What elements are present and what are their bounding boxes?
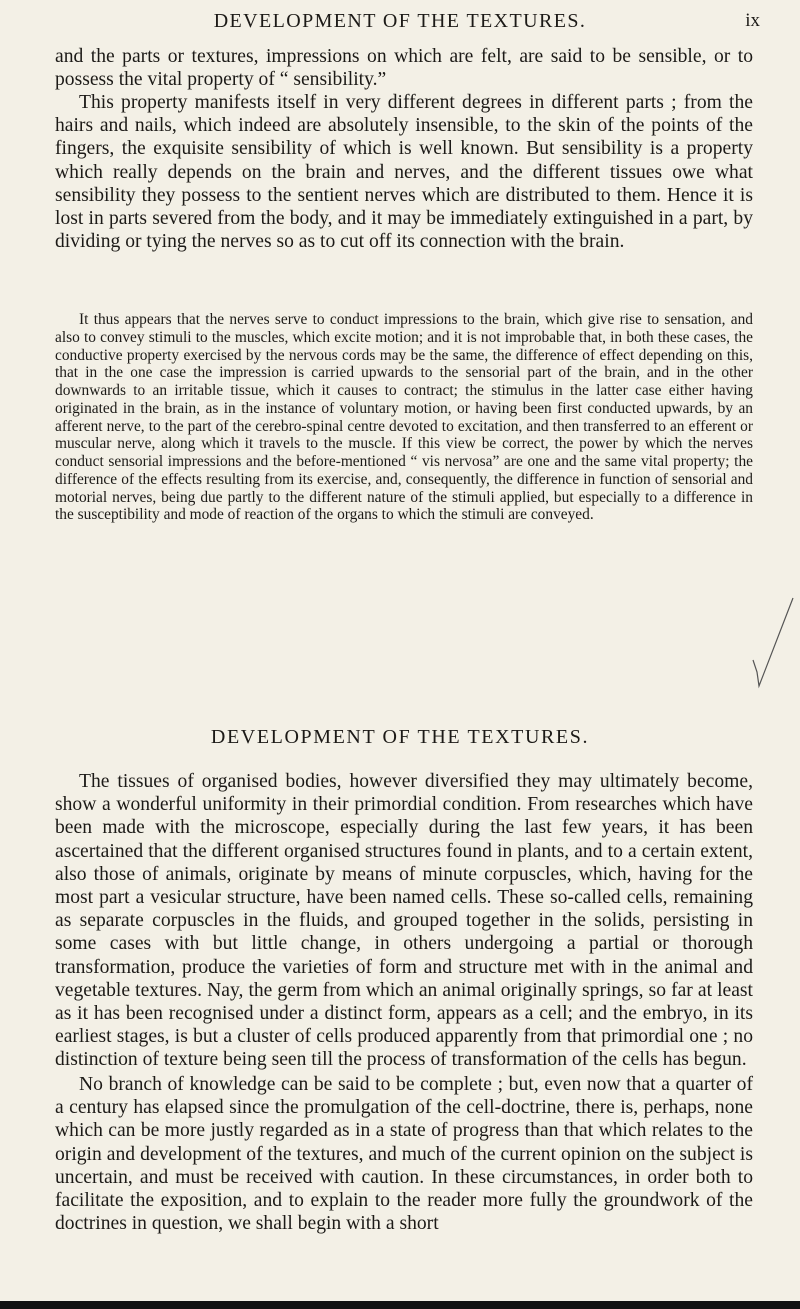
paragraph-5: No branch of knowledge can be said to be complete ; but, even now that a quarter of a century has elapsed since the promulgation of the cell-doctrine, there is, perhaps, none which can be more justly regarded as in a state of progress than that which relates to the origin and development of the textures, and much of the current opinion on the subject is uncertain, and must be received with caution. In these circumstances, in order both to facilitate the exposition, and to explain to the reader more fully the groundwork of the doctrines in question, we shall begin with a short [55,1074,753,1235]
page-number: ix [745,10,760,31]
running-header [0,8,800,38]
paragraph-1: and the parts or textures, impressions on which are felt, are said to be sensible, or to possess the vital property of “ sensibility.” [55,46,753,91]
running-title: DEVELOPMENT OF THE TEXTURES. [213,10,587,32]
pencil-slash-mark [745,594,800,690]
section-heading: DEVELOPMENT OF THE TEXTURES. [210,726,590,748]
bottom-edge-rule [0,1301,800,1309]
paragraph-2: This property manifests itself in very different degrees in different parts ; from the hairs and nails, which indeed are absolutely insensible, to the skin of the points of the fingers, the exquisite sensibility of which is well known. But sensibility is a property which really depends on the brain and nerves, and the different tissues owe what sensibility they possess to the sentient nerves which are distributed to them. Hence it is lost in parts severed from the body, and it may be immediately extinguished in a part, by dividing or tying the nerves so as to cut off its connection with the brain. [55,92,753,253]
paragraph-4: The tissues of organised bodies, however diversified they may ultimately become, show a wonderful uniformity in their primordial condition. From researches which have been made with the microscope, especially during the last few years, it has been ascertained that the different organised structures found in plants, and to a certain extent, also those of animals, originate by means of minute corpuscles, which, having for the most part a vesicular structure, have been named cells. These so-called cells, remaining as separate corpuscles in the fluids, and grouped together in the solids, persisting in some cases with but little change, in others undergoing a partial or thorough transformation, produce the varieties of form and structure met with in the animal and vegetable textures. Nay, the germ from which an animal originally springs, so far at least as it has been recognised under a distinct form, appears as a cell; and the embryo, in its earliest stages, is but a cluster of cells produced apparently from that primordial one ; no distinction of texture being seen till the process of transformation of the cells has begun. [55,771,753,1071]
paragraph-3: It thus appears that the nerves serve to conduct impressions to the brain, which give rise to sensation, and also to convey stimuli to the muscles, which excite motion; and it is not improbable that, in both these cases, the conductive property exercised by the nervous cords may be the same, the difference of effect depending on this, that in the one case the impression is carried upwards to the sensorial part of the brain, and in the other downwards to an irritable tissue, which it causes to contract; the stimulus in the latter case either having originated in the brain, as in the instance of voluntary motion, or having been first conducted upwards, by an afferent nerve, to the part of the cerebro-spinal centre devoted to excitation, and then transferred to an efferent or muscular nerve, along which it travels to the muscle. If this view be correct, the power by which the nerves conduct sensorial impressions and the before-mentioned “ vis nervosa” are one and the same vital property; the difference of the effects resulting from its exercise, and, consequently, the difference in function of sensorial and motorial nerves, being due partly to the different nature of the stimuli applied, but especially to a difference in the susceptibility and mode of reaction of the organs to which the stimuli are conveyed. [55,311,753,524]
